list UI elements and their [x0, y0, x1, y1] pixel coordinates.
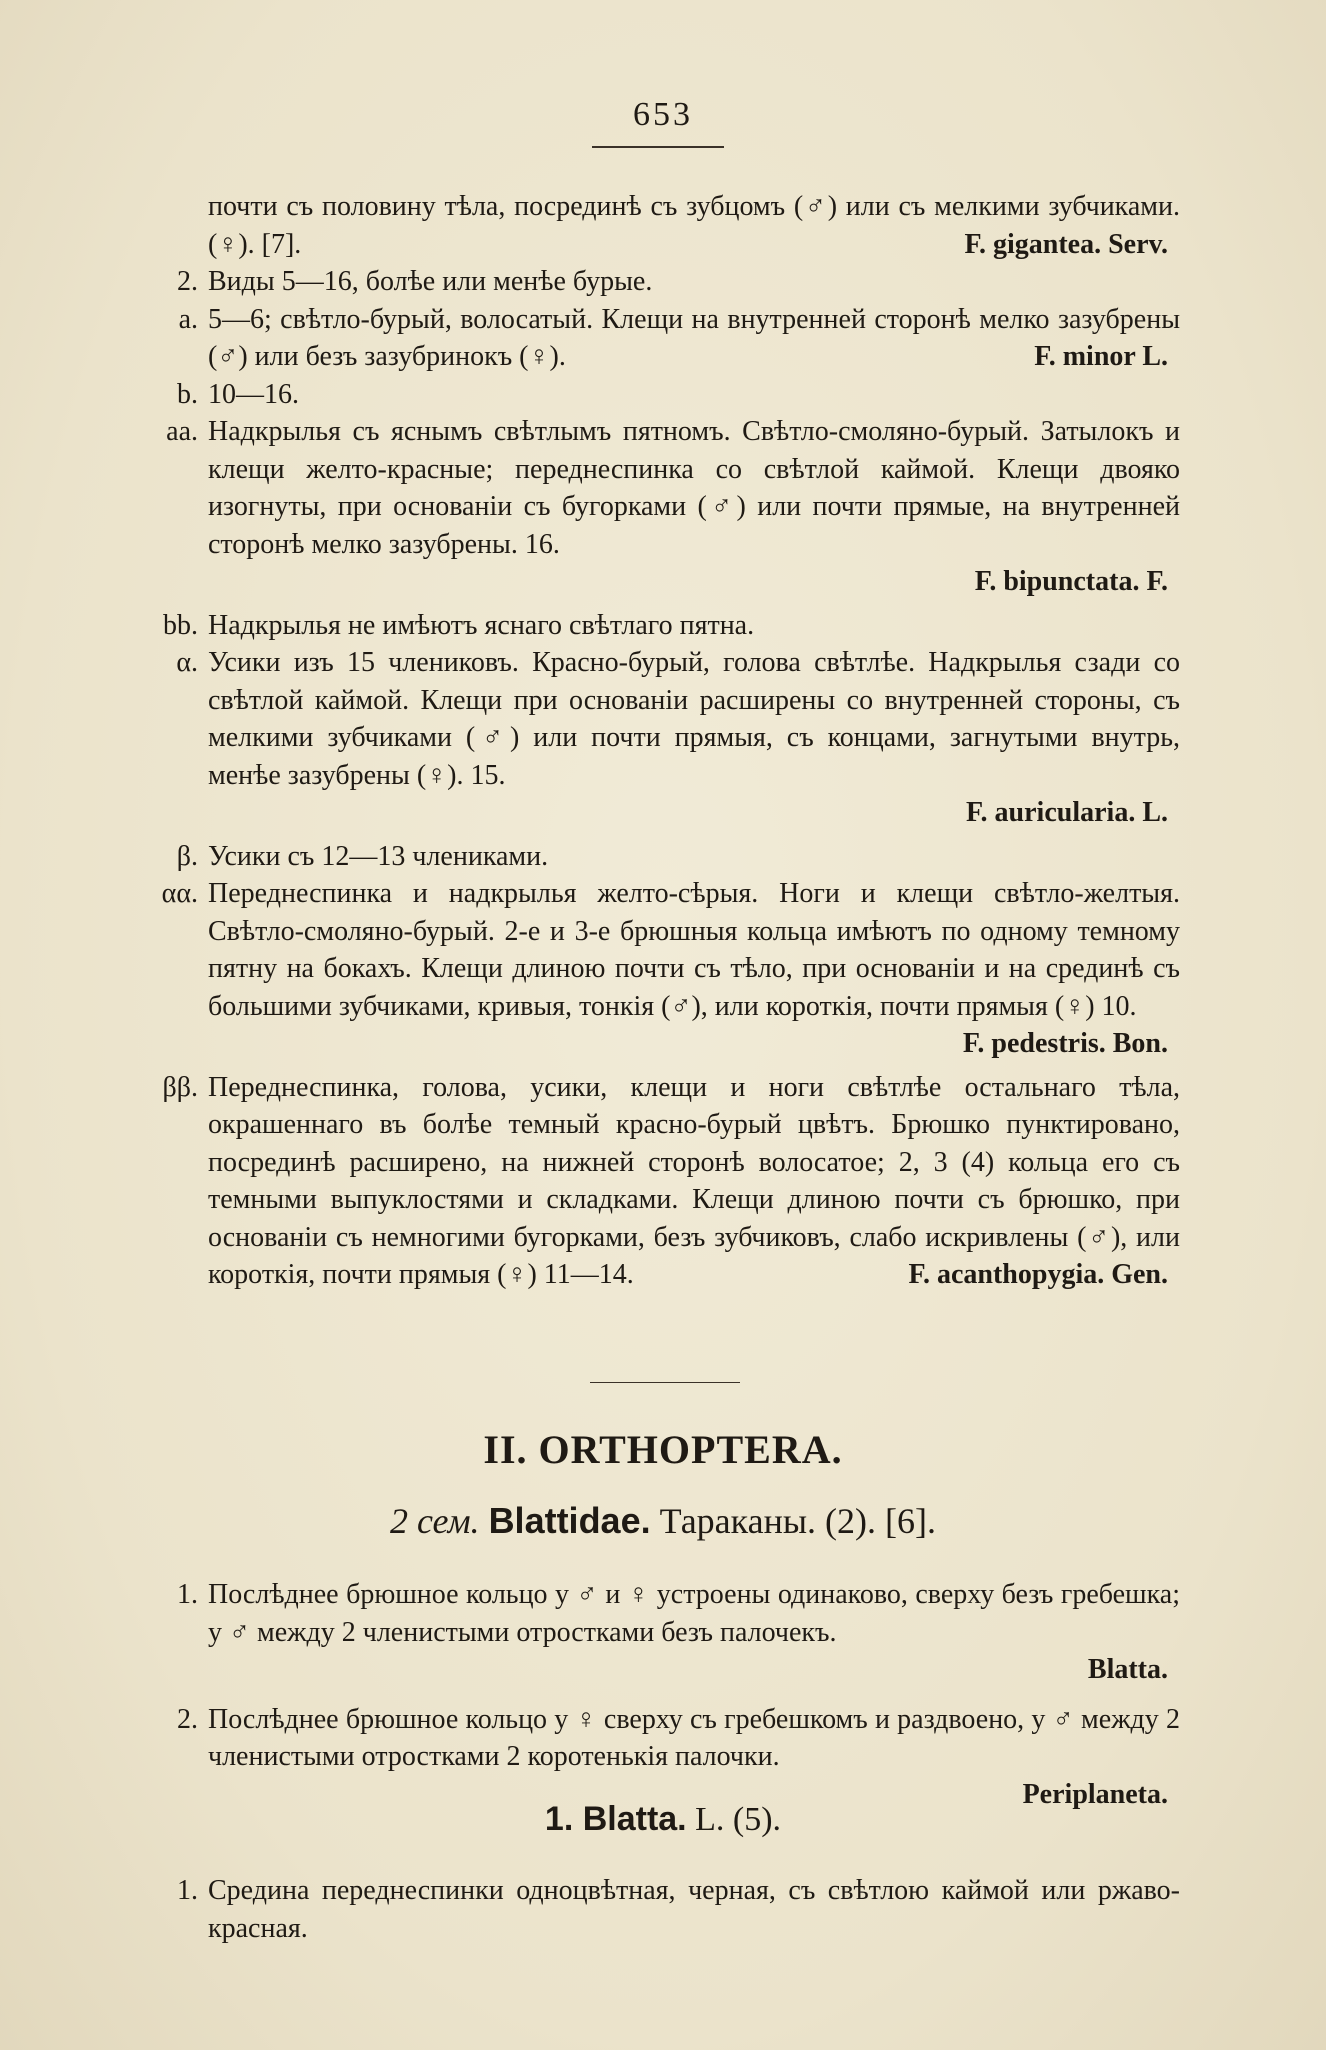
species-name: Periplaneta. — [1022, 1778, 1168, 1810]
key-entry — [140, 1872, 1180, 1947]
section-rule — [590, 1382, 740, 1383]
entry-text: Послѣднее брюшное кольцо у ♀ сверху съ гребешкомъ и раздвоено, у ♂ между 2 членистыми отростками 2 коротенькія палочки. — [208, 1703, 1180, 1772]
key-entry — [140, 413, 1180, 563]
entry-text: Средина переднеспинки одноцвѣтная, черная, съ свѣтлою каймой или ржаво-красная. — [208, 1875, 1180, 1944]
key-lower — [140, 1576, 1180, 1813]
key-upper — [140, 188, 1180, 1294]
key-entry — [140, 644, 1180, 794]
species-name: F. minor L. — [1034, 341, 1168, 372]
order-heading: II. ORTHOPTERA. — [483, 1427, 843, 1472]
key-entry — [140, 301, 1180, 376]
key-entry — [140, 838, 1180, 876]
entry-text: Виды 5—16, болѣе или менѣе бурые. — [208, 266, 653, 297]
key-entry — [140, 263, 1180, 301]
entry-mark — [140, 188, 208, 226]
key-entry — [140, 1701, 1180, 1776]
entry-text: почти съ половину тѣла, посрединѣ съ зубцомъ (♂) или съ мелкими зубчиками. (♀). [7]. — [208, 191, 1180, 260]
family-heading — [0, 1500, 1326, 1542]
entry-mark: β. — [176, 840, 198, 872]
genus-name: 1. Blatta. — [544, 1800, 687, 1838]
entry-text: Усики изъ 15 члениковъ. Красно-бурый, голова свѣтлѣе. Надкрылья сзади со свѣтлой каймой. Клещи при основаніи расширены со внутренней стороны, съ мелкими зубчиками (♂) или почти прямыя, съ концами, загнутыми внутрь, менѣе зазубрены (♀). 15. — [208, 647, 1180, 791]
species-name: F. auricularia. L. — [966, 797, 1168, 828]
species-name: F. pedestris. Bon. — [962, 1028, 1168, 1059]
species-name: F. gigantea. Serv. — [964, 228, 1168, 260]
genus-rest: L. (5). — [695, 1801, 782, 1838]
species-name: Blatta. — [1087, 1654, 1168, 1685]
entry-text: Надкрылья съ яснымъ свѣтлымъ пятномъ. Свѣтло-смоляно-бурый. Затылокъ и клещи желто-красные; переднеспинка со свѣтлой каймой. Клещи двояко изогнуты, при основаніи съ бугорками (♂) или почти прямые, на внутренней сторонѣ мелко зазубрены. 16. — [208, 416, 1180, 560]
entry-mark: ββ. — [162, 1071, 198, 1103]
entry-text: 10—16. — [208, 378, 299, 410]
entry-mark: bb. — [163, 609, 198, 641]
entry-text: 5—6; свѣтло-бурый, волосатый. Клещи на внутренней сторонѣ мелко зазубрены (♂) или безъ зазубринокъ (♀). — [208, 303, 1180, 372]
entry-mark: 2. — [177, 266, 198, 297]
entry-mark: 1. — [177, 1579, 198, 1610]
family-rest: Тараканы. (2). [6]. — [659, 1501, 936, 1541]
entry-text: Послѣднее брюшное кольцо у ♂ и ♀ устроены одинаково, сверху безъ гребешка; у ♂ между 2 членистыми отростками безъ палочекъ. — [208, 1579, 1180, 1648]
key-entry — [140, 607, 1180, 645]
entry-text: Переднеспинка и надкрылья желто-сѣрыя. Ноги и клещи свѣтло-желтыя. Свѣтло-смоляно-бурый. 2-е и 3-е брюшныя кольца имѣютъ по одному темному пятну на бокахъ. Клещи длиною почти съ тѣло, при основаніи и на срединѣ съ большими зубчиками, кривыя, тонкія (♂), или короткія, почти прямыя (♀) 10. — [208, 878, 1180, 1022]
species-name: F. bipunctata. F. — [974, 566, 1168, 597]
family-name: Blattidae. — [488, 1500, 651, 1541]
entry-text: Переднеспинка, голова, усики, клещи и ноги свѣтлѣе остальнаго тѣла, окрашеннаго въ болѣе темный красно-бурый цвѣтъ. Брюшко пунктировано, посрединѣ расширено, на нижней сторонѣ волосатое; 2, 3 (4) кольца его съ темными выпуклостями и складками. Клещи длиною почти съ брюшко, при основаніи съ немногими бугорками, безъ зубчиковъ, слабо искривлены (♂), или короткія, почти прямыя (♀) 11—14. — [208, 1071, 1180, 1290]
entry-mark: 1. — [177, 1875, 198, 1906]
genus-heading — [0, 1800, 1326, 1839]
entry-text: Надкрылья не имѣютъ яснаго свѣтлаго пятна. — [208, 609, 755, 641]
key-entry — [140, 376, 1180, 414]
entry-mark: b. — [177, 378, 198, 410]
key-entry — [140, 875, 1180, 1025]
entry-mark: aa. — [166, 416, 198, 447]
page-number: 653 — [633, 96, 693, 133]
key-entry — [140, 1576, 1180, 1651]
entry-mark: α. — [176, 647, 198, 678]
header-rule — [592, 146, 724, 148]
entry-text: Усики съ 12—13 члениками. — [208, 840, 549, 872]
species-name: F. acanthopygia. Gen. — [908, 1259, 1168, 1290]
entry-mark: αα. — [161, 878, 198, 909]
key-genus — [140, 1872, 1180, 1947]
entry-mark: 2. — [177, 1703, 198, 1735]
family-number: 2 сем. — [390, 1501, 480, 1541]
entry-mark: a. — [178, 303, 198, 335]
